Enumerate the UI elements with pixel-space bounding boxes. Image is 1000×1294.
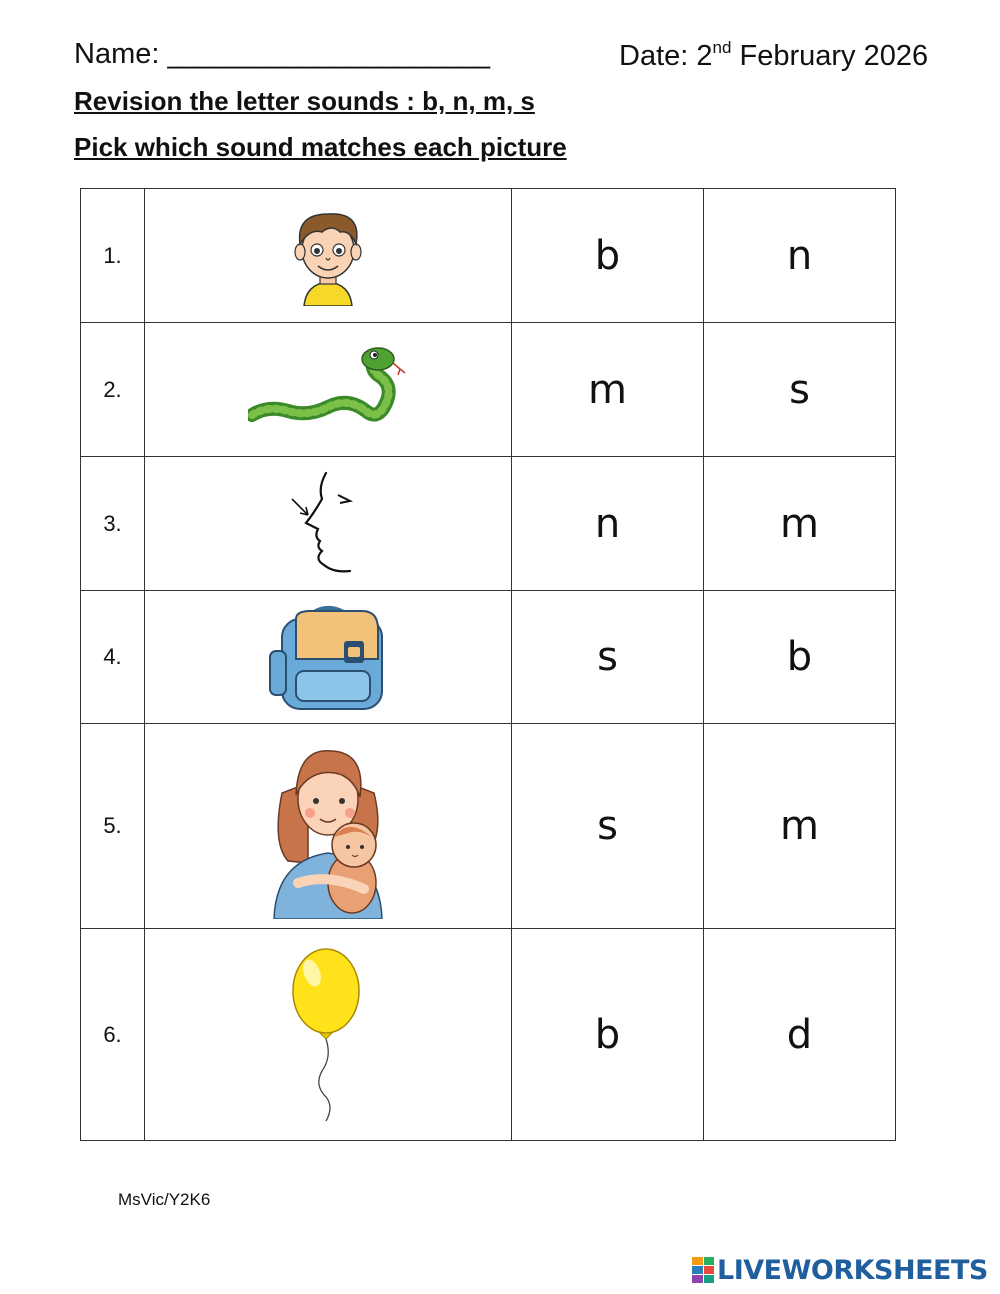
option-right[interactable]: b — [704, 591, 896, 724]
snake-icon — [248, 345, 408, 435]
row-number: 1. — [81, 189, 145, 323]
worksheet-instruction: Pick which sound matches each picture — [74, 132, 567, 162]
mother-baby-icon — [268, 733, 388, 919]
picture-cell — [145, 591, 512, 724]
row-number: 5. — [81, 724, 145, 929]
exercise-table — [80, 188, 896, 1141]
picture-cell — [145, 929, 512, 1141]
option-right[interactable]: n — [704, 189, 896, 323]
worksheet-title: Revision the letter sounds : b, n, m, s — [74, 86, 535, 116]
table-row — [81, 323, 896, 457]
option-left[interactable]: b — [512, 929, 704, 1141]
option-left[interactable]: m — [512, 323, 704, 457]
table-row — [81, 457, 896, 591]
picture-cell — [145, 457, 512, 591]
table-row — [81, 591, 896, 724]
table-row — [81, 929, 896, 1141]
picture-cell — [145, 189, 512, 323]
option-left[interactable]: s — [512, 591, 704, 724]
name-label: Name: ____________________ — [74, 38, 491, 70]
option-right[interactable]: s — [704, 323, 896, 457]
option-left[interactable]: b — [512, 189, 704, 323]
table-row — [81, 189, 896, 323]
option-right[interactable]: m — [704, 724, 896, 929]
date-prefix: Date: 2 — [619, 40, 713, 72]
date-suffix-ordinal: nd — [712, 38, 732, 57]
nose-icon — [288, 469, 368, 579]
date-suffix: February 2026 — [731, 40, 929, 72]
row-number: 2. — [81, 323, 145, 457]
option-left[interactable]: s — [512, 724, 704, 929]
row-number: 4. — [81, 591, 145, 724]
picture-cell — [145, 323, 512, 457]
worksheet-code: MsVic/Y2K6 — [118, 1190, 211, 1209]
liveworksheets-logo-text: LIVEWORKSHEETS — [717, 1254, 988, 1286]
balloon-icon — [288, 945, 368, 1125]
option-right[interactable]: d — [704, 929, 896, 1141]
table-row — [81, 724, 896, 929]
row-number: 3. — [81, 457, 145, 591]
option-left[interactable]: n — [512, 457, 704, 591]
boy-icon — [286, 206, 370, 306]
bag-icon — [266, 601, 390, 713]
name-field — [74, 38, 490, 71]
option-right[interactable]: m — [704, 457, 896, 591]
picture-cell — [145, 724, 512, 929]
row-number: 6. — [81, 929, 145, 1141]
liveworksheets-logo-icon — [692, 1257, 714, 1283]
liveworksheets-logo — [692, 1254, 988, 1286]
date-line — [619, 38, 928, 73]
